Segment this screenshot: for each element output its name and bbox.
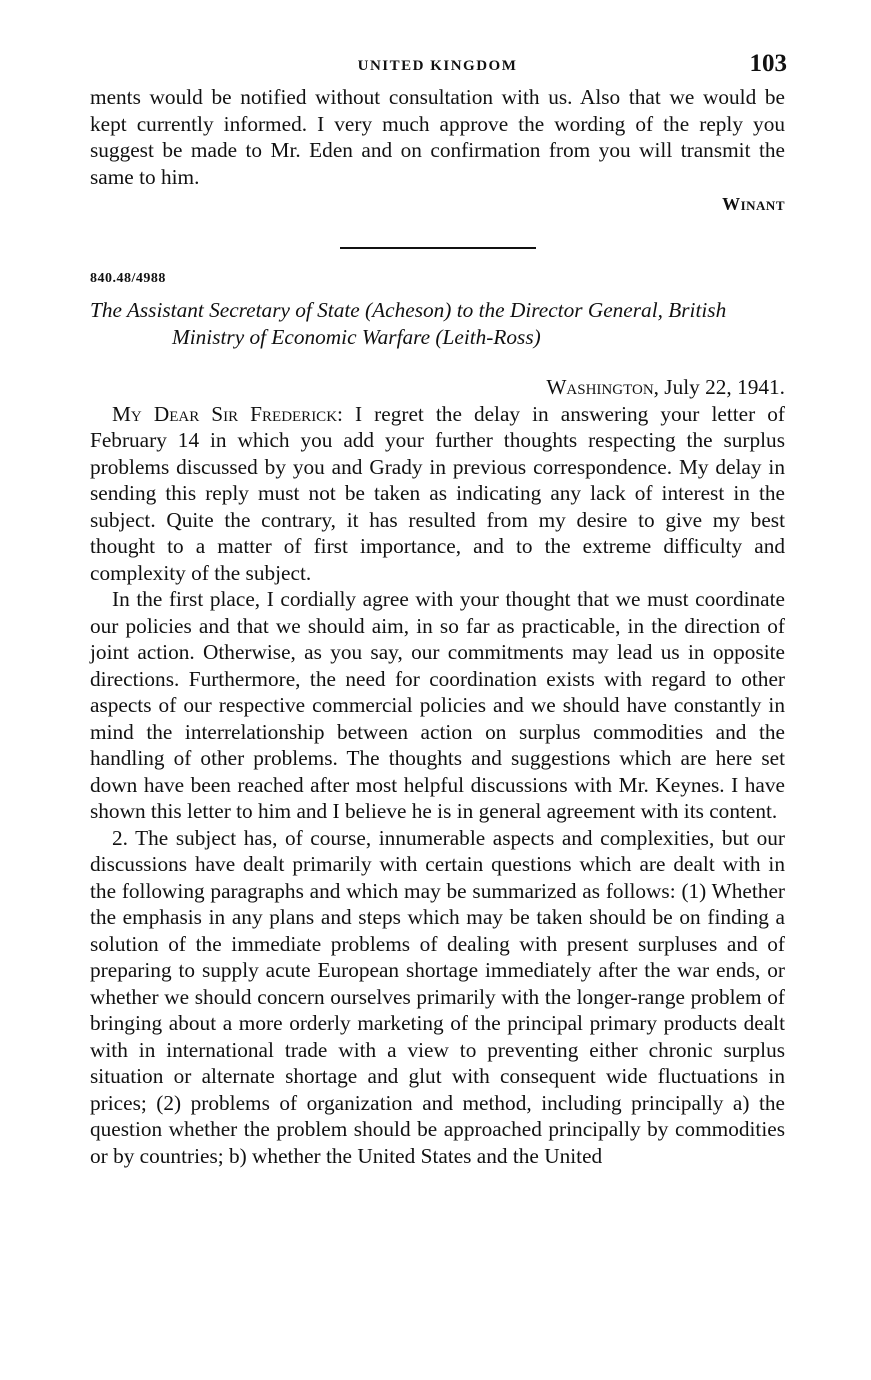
body-paragraph-3: 2. The subject has, of course, innumerable aspects and complexities, but our discussions have dealt primarily with certain questions which are dealt with in the following paragraphs and which may be summarized as follows: (1) Whether the emphasis in any plans and steps which may be taken should be on finding a solution of the immediate problems of dealing with present surpluses and of preparing to supply acute European shortage immediately after the war ends, or whether we should concern ourselves primarily with the longer-range problem of bringing about a more orderly marketing of the principal primary products dealt with in international trade with a view to preventing either chronic surplus situation or alternate shortage and glut with consequent wide fluctuations in prices; (2) problems of organization and method, including principally a) the question whether the problem should be approached principally by commodities or by countries; b) whether the United States and the United [90,825,785,1168]
document-title: The Assistant Secretary of State (Acheson) to the Director General, British Ministry of Economic Warfare (Leith-Ross) [90,298,727,349]
section-divider [340,247,536,249]
previous-letter-closing: ments would be notified without consultation with us. Also that we would be kept currently informed. I very much approve the wording of the reply you suggest be made to Mr. Eden and on confirmation from you will transmit the same to him. [90,85,785,189]
document-page [90,50,785,1169]
dateline-date: July 22, 1941. [658,375,785,399]
page-header [90,50,785,84]
body-paragraph-2: In the first place, I cordially agree with your thought that we must coordinate our policies and that we should aim, in so far as practicable, in the direction of joint action. Otherwise, as you say, our commitments may lead us in opposite directions. Furthermore, the need for coordination exists with regard to other aspects of our respective commercial policies and we should have constantly in mind the interrelationship between action on surplus commodities and the handling of other problems. The thoughts and suggestions which are here set down have been reached after most helpful discussions with Mr. Keynes. I have shown this letter to him and I believe he is in general agreement with its content. [90,587,785,823]
paragraph-1-text: : I regret the delay in answering your letter of February 14 in which you add your further thoughts respecting the surplus problems discussed by you and Grady in previous correspondence. My delay in sending this reply must not be taken as indicating any lack of interest in the subject. Quite the contrary, it has resulted from my desire to give my best thought to a matter of first importance, and to the extreme difficulty and complexity of the subject. [90,401,786,585]
salutation: My Dear Sir Frederick [112,401,338,426]
signature: Winant [722,194,785,214]
page-number: 103 [749,50,787,77]
body-paragraph-1 [90,401,785,587]
dateline [90,374,785,401]
running-head: UNITED KINGDOM [357,58,518,74]
dateline-place: Washington, [546,375,659,399]
file-number: 840.48/4988 [90,271,166,286]
